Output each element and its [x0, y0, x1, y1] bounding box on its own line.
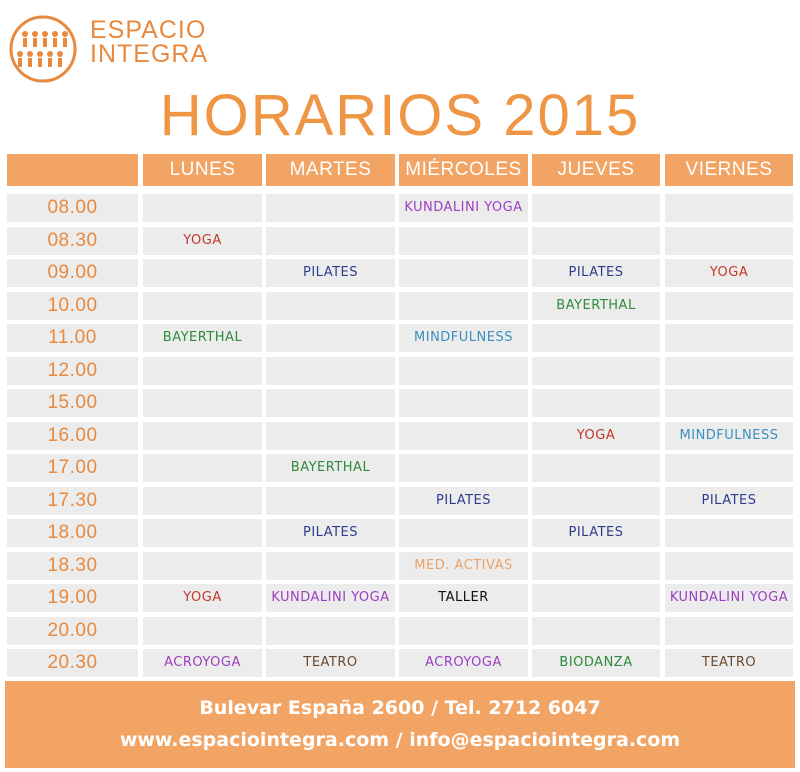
time-cell: 20.00 — [7, 617, 138, 645]
class-cell — [399, 389, 528, 417]
class-cell: KUNDALINI YOGA — [266, 584, 395, 612]
time-cell: 15.00 — [7, 389, 138, 417]
class-cell — [665, 292, 793, 320]
class-cell — [143, 292, 262, 320]
class-cell — [143, 519, 262, 547]
class-cell — [143, 617, 262, 645]
class-cell — [665, 227, 793, 255]
class-cell — [399, 259, 528, 287]
table-row — [0, 552, 800, 580]
class-cell — [266, 227, 395, 255]
class-cell — [532, 584, 660, 612]
footer-web-email: www.espaciointegra.com / info@espaciointegra.com — [119, 729, 681, 751]
class-cell — [266, 617, 395, 645]
class-cell — [266, 552, 395, 580]
class-cell — [665, 389, 793, 417]
class-cell — [143, 357, 262, 385]
table-row — [0, 324, 800, 352]
class-cell — [665, 357, 793, 385]
class-cell — [399, 519, 528, 547]
class-cell — [266, 357, 395, 385]
class-cell — [143, 552, 262, 580]
day-header-4: JUEVES — [532, 154, 660, 186]
class-cell: ACROYOGA — [399, 649, 528, 677]
class-cell: PILATES — [266, 519, 395, 547]
time-cell: 16.00 — [7, 422, 138, 450]
table-row — [0, 454, 800, 482]
table-row — [0, 389, 800, 417]
class-cell — [532, 389, 660, 417]
day-header-2: MARTES — [266, 154, 395, 186]
table-row — [0, 357, 800, 385]
class-cell — [532, 487, 660, 515]
table-row — [0, 617, 800, 645]
class-cell — [266, 422, 395, 450]
table-row — [0, 227, 800, 255]
time-cell: 08.30 — [7, 227, 138, 255]
time-cell: 11.00 — [7, 324, 138, 352]
class-cell — [399, 357, 528, 385]
class-cell — [143, 194, 262, 222]
table-row — [0, 422, 800, 450]
class-cell — [532, 324, 660, 352]
table-row — [0, 649, 800, 677]
footer-address-phone: Bulevar España 2600 / Tel. 2712 6047 — [199, 697, 601, 719]
brand-line1: ESPACIO — [90, 16, 207, 44]
day-header-3: MIÉRCOLES — [399, 154, 528, 186]
class-cell — [399, 617, 528, 645]
table-row — [0, 584, 800, 612]
class-cell: TALLER — [399, 584, 528, 612]
class-cell — [665, 324, 793, 352]
class-cell: PILATES — [532, 259, 660, 287]
class-cell: PILATES — [266, 259, 395, 287]
class-cell — [532, 357, 660, 385]
class-cell — [532, 227, 660, 255]
class-cell — [399, 227, 528, 255]
class-cell — [665, 617, 793, 645]
footer — [5, 681, 795, 768]
class-cell — [665, 194, 793, 222]
time-cell: 19.00 — [7, 584, 138, 612]
class-cell: YOGA — [665, 259, 793, 287]
table-row — [0, 292, 800, 320]
table-row — [0, 519, 800, 547]
time-cell: 18.00 — [7, 519, 138, 547]
class-cell — [399, 422, 528, 450]
time-cell: 17.30 — [7, 487, 138, 515]
class-cell — [399, 292, 528, 320]
time-cell: 18.30 — [7, 552, 138, 580]
class-cell: MINDFULNESS — [399, 324, 528, 352]
table-row — [0, 259, 800, 287]
class-cell — [266, 292, 395, 320]
class-cell: KUNDALINI YOGA — [399, 194, 528, 222]
page-title: HORARIOS 2015 — [159, 83, 641, 148]
class-cell — [143, 422, 262, 450]
class-cell: MED. ACTIVAS — [399, 552, 528, 580]
class-cell — [665, 454, 793, 482]
class-cell: YOGA — [143, 227, 262, 255]
time-cell: 10.00 — [7, 292, 138, 320]
table-row — [0, 487, 800, 515]
time-cell: 09.00 — [7, 259, 138, 287]
class-cell: BAYERTHAL — [143, 324, 262, 352]
class-cell — [143, 259, 262, 287]
class-cell — [266, 194, 395, 222]
class-cell — [143, 389, 262, 417]
class-cell — [532, 454, 660, 482]
time-cell: 17.00 — [7, 454, 138, 482]
brand-name — [90, 18, 208, 66]
day-header-1: LUNES — [143, 154, 262, 186]
class-cell: TEATRO — [266, 649, 395, 677]
class-cell — [665, 552, 793, 580]
time-cell: 08.00 — [7, 194, 138, 222]
class-cell — [665, 519, 793, 547]
class-cell: MINDFULNESS — [665, 422, 793, 450]
day-header-5: VIERNES — [665, 154, 793, 186]
class-cell: TEATRO — [665, 649, 793, 677]
logo-icon — [8, 14, 78, 84]
class-cell — [532, 194, 660, 222]
class-cell — [266, 487, 395, 515]
table-row — [0, 194, 800, 222]
class-cell — [266, 324, 395, 352]
class-cell: BAYERTHAL — [266, 454, 395, 482]
class-cell: BAYERTHAL — [532, 292, 660, 320]
class-cell: BIODANZA — [532, 649, 660, 677]
class-cell: PILATES — [532, 519, 660, 547]
class-cell: KUNDALINI YOGA — [665, 584, 793, 612]
class-cell: YOGA — [143, 584, 262, 612]
class-cell — [532, 617, 660, 645]
class-cell — [532, 552, 660, 580]
header-corner — [7, 154, 138, 186]
class-cell: ACROYOGA — [143, 649, 262, 677]
class-cell: PILATES — [399, 487, 528, 515]
class-cell: PILATES — [665, 487, 793, 515]
class-cell — [143, 487, 262, 515]
brand-line2: INTEGRA — [90, 40, 209, 68]
class-cell — [266, 389, 395, 417]
class-cell: YOGA — [532, 422, 660, 450]
class-cell — [143, 454, 262, 482]
class-cell — [399, 454, 528, 482]
time-cell: 20.30 — [7, 649, 138, 677]
time-cell: 12.00 — [7, 357, 138, 385]
